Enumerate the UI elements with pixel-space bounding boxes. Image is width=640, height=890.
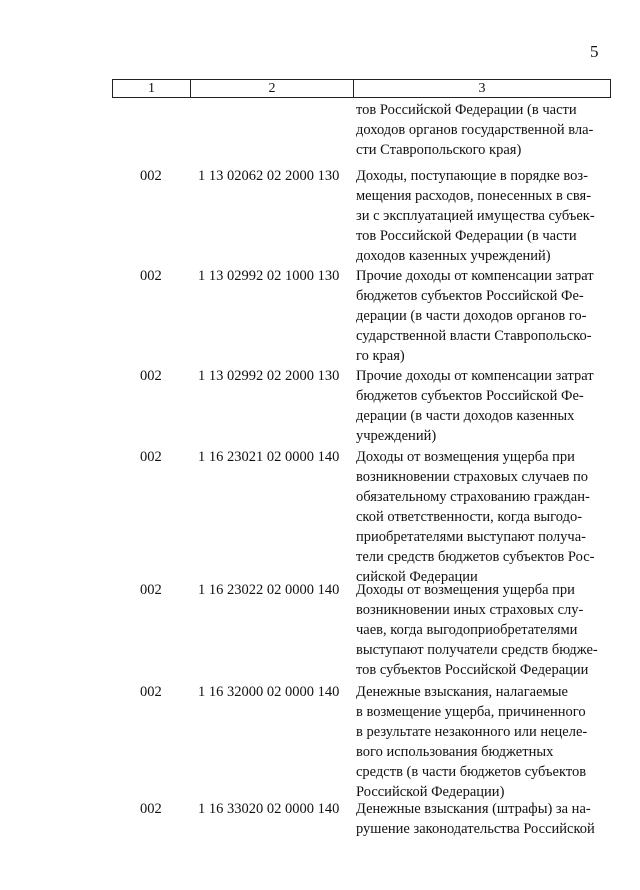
description-line: сийской Федерации [356,569,478,585]
description-line: тели средств бюджетов субъектов Рос- [356,549,595,565]
row-description [356,366,602,446]
description-line: вого использования бюджетных [356,744,554,760]
description-line: в возмещение ущерба, причиненного [356,704,586,720]
description-line: доходов органов государственной вла- [356,122,594,138]
admin-code: 002 [140,268,162,284]
admin-code: 002 [140,449,162,465]
budget-classification-code: 1 13 02062 02 2000 130 [198,168,340,184]
description-line: рушение законодательства Российской [356,821,595,837]
page-number: 5 [590,42,599,61]
budget-classification-code: 1 16 23021 02 0000 140 [198,449,340,465]
description-line: Прочие доходы от компенсации затрат [356,268,594,284]
row-description [356,799,602,839]
description-line: приобретателями выступают получа- [356,529,586,545]
description-line: Доходы, поступающие в порядке воз- [356,168,588,184]
description-line: средств (в части бюджетов субъектов [356,764,587,780]
description-line: доходов казенных учреждений) [356,248,551,264]
column-header-2: 2 [191,80,354,97]
column-header-1: 1 [113,80,191,97]
description-line: мещения расходов, понесенных в свя- [356,188,592,204]
description-line: Прочие доходы от компенсации затрат [356,368,594,384]
description-line: тов Российской Федерации (в части [356,102,577,118]
budget-classification-code: 1 13 02992 02 1000 130 [198,268,340,284]
description-line: тов Российской Федерации (в части [356,228,577,244]
description-line: сти Ставропольского края) [356,142,522,158]
column-header-3: 3 [478,81,486,96]
description-line: чаев, когда выгодоприобретателями [356,622,578,638]
description-line: Доходы от возмещения ущерба при [356,582,575,598]
description-line: дерации (в части доходов казенных [356,408,575,424]
description-line: Доходы от возмещения ущерба при [356,449,575,465]
continued-description [356,100,602,160]
description-line: возникновении иных страховых слу- [356,602,584,618]
admin-code: 002 [140,168,162,184]
description-line: в результате незаконного или нецеле- [356,724,588,740]
budget-classification-code: 1 16 32000 02 0000 140 [198,684,340,700]
description-line: сударственной власти Ставропольско- [356,328,592,344]
row-description [356,682,602,802]
row-description [356,580,602,680]
budget-classification-code: 1 16 23022 02 0000 140 [198,582,340,598]
description-line: Денежные взыскания, налагаемые [356,684,568,700]
row-description [356,166,602,266]
admin-code: 002 [140,801,162,817]
budget-classification-code: 1 16 33020 02 0000 140 [198,801,340,817]
description-line: тов субъектов Российской Федерации [356,662,589,678]
budget-classification-code: 1 13 02992 02 2000 130 [198,368,340,384]
description-line: Российской Федерации) [356,784,505,800]
description-line: выступают получатели средств бюдже- [356,642,598,658]
description-line: зи с эксплуатацией имущества субъек- [356,208,595,224]
description-line: ской ответственности, когда выгодо- [356,509,583,525]
admin-code: 002 [140,582,162,598]
admin-code: 002 [140,684,162,700]
description-line: возникновении страховых случаев по [356,469,589,485]
description-line: го края) [356,348,405,364]
table-column-header [112,79,611,98]
description-line: дерации (в части доходов органов го- [356,308,587,324]
description-line: учреждений) [356,428,437,444]
description-line: бюджетов субъектов Российской Фе- [356,288,584,304]
description-line: обязательному страхованию граждан- [356,489,590,505]
row-description [356,266,602,366]
admin-code: 002 [140,368,162,384]
description-line: бюджетов субъектов Российской Фе- [356,388,584,404]
description-line: Денежные взыскания (штрафы) за на- [356,801,591,817]
row-description [356,447,602,587]
